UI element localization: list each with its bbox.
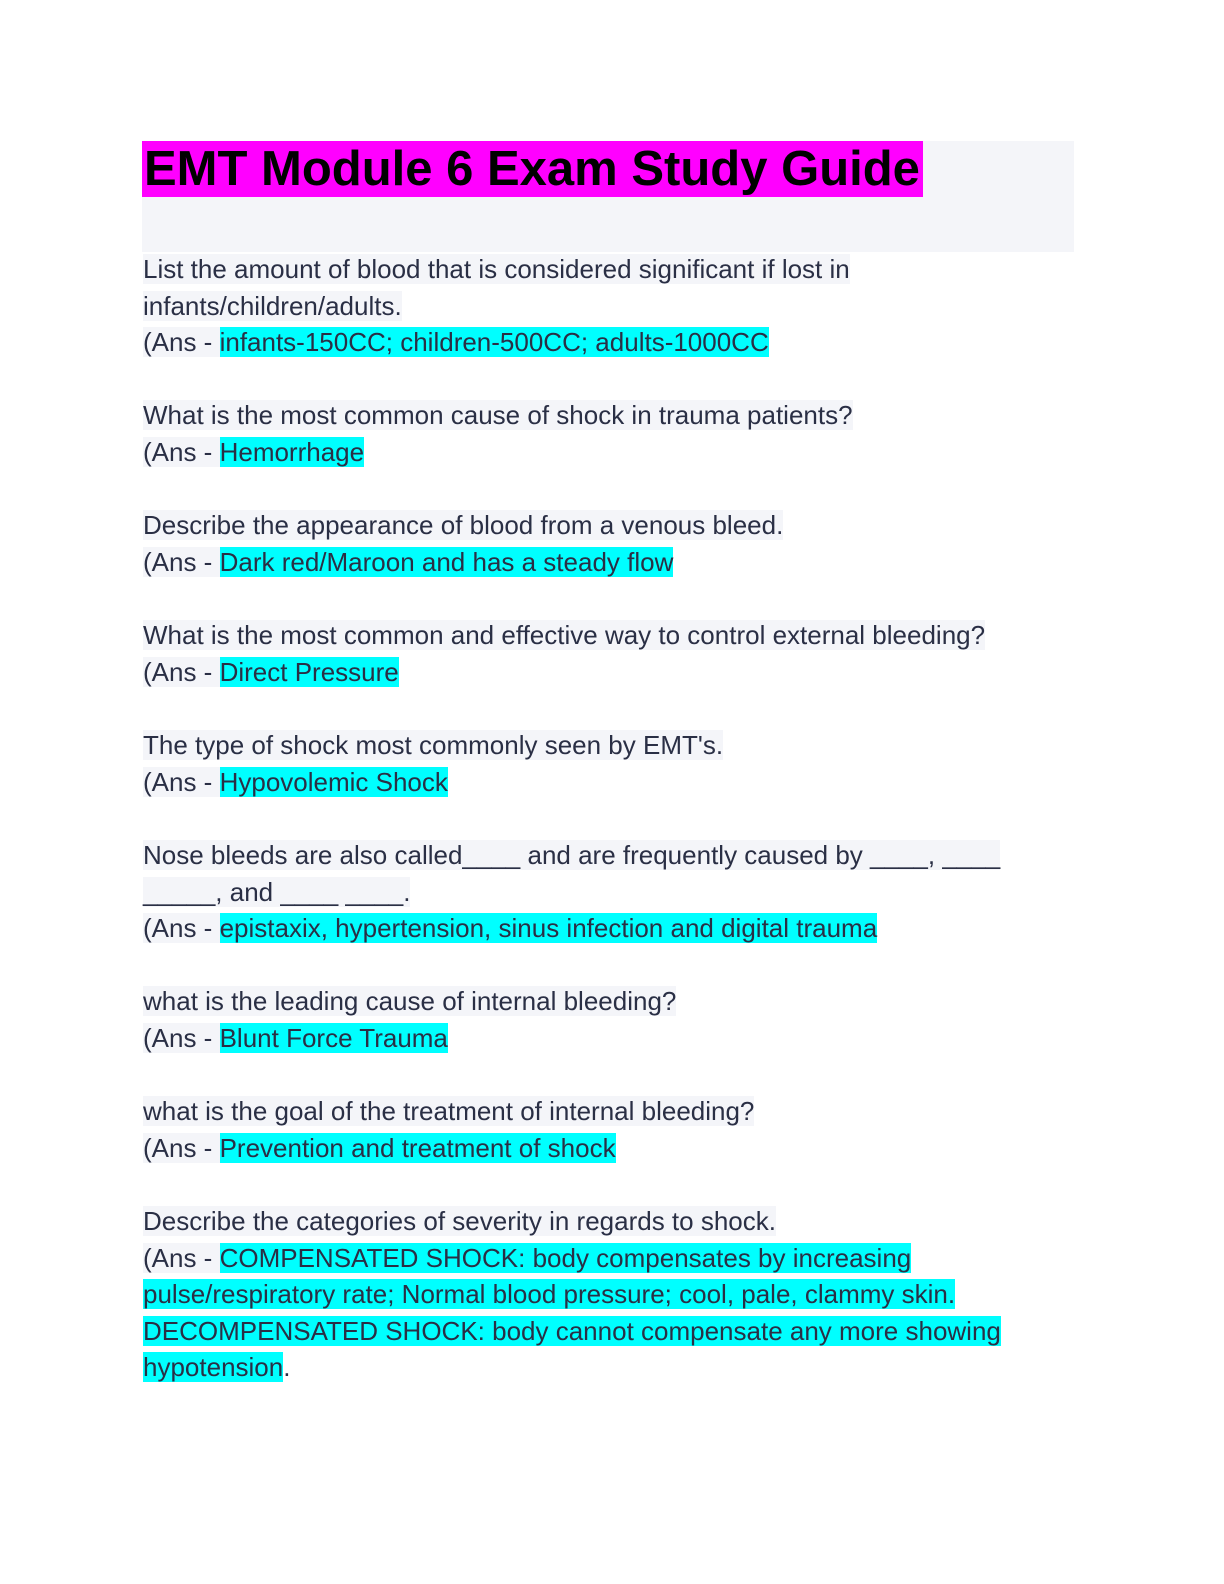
answer-text: Prevention and treatment of shock xyxy=(219,1132,616,1163)
answer-prefix: (Ans - xyxy=(143,546,220,577)
qa-item xyxy=(143,727,1083,800)
answer-text: Hemorrhage xyxy=(219,436,365,467)
answer-text: hypotension xyxy=(143,1352,284,1382)
qa-item xyxy=(143,837,1083,947)
answer-text: DECOMPENSATED SHOCK: body cannot compensate any more showing xyxy=(143,1315,1001,1346)
question-text: What is the most common cause of shock in trauma patients? xyxy=(143,400,853,430)
answer-prefix: (Ans - xyxy=(143,656,220,687)
answer-text: Blunt Force Trauma xyxy=(219,1022,448,1053)
answer-prefix: (Ans - xyxy=(143,327,220,357)
answer-prefix: (Ans - xyxy=(143,766,220,797)
question-text: What is the most common and effective way to control external bleeding? xyxy=(143,620,986,650)
question-text: what is the leading cause of internal bleeding? xyxy=(143,986,677,1016)
answer-prefix: (Ans - xyxy=(143,1022,220,1053)
answer-prefix: (Ans - xyxy=(143,1242,220,1273)
answer-text: pulse/respiratory rate; Normal blood pressure; cool, pale, clammy skin. xyxy=(143,1279,956,1309)
question-text: what is the goal of the treatment of internal bleeding? xyxy=(143,1096,755,1126)
answer-prefix: (Ans - xyxy=(143,913,220,943)
document-title: EMT Module 6 Exam Study Guide xyxy=(142,141,923,197)
question-text: List the amount of blood that is considered significant if lost in xyxy=(143,254,850,284)
answer-text: Direct Pressure xyxy=(219,656,399,687)
answer-prefix: (Ans - xyxy=(143,436,220,467)
qa-item xyxy=(143,1093,1083,1166)
answer-text: COMPENSATED SHOCK: body compensates by increasing xyxy=(219,1242,912,1273)
answer-text: Hypovolemic Shock xyxy=(219,766,448,797)
qa-item xyxy=(143,507,1083,580)
answer-text: infants-150CC; children-500CC; adults-1000CC xyxy=(219,327,769,357)
qa-item xyxy=(143,617,1083,690)
question-text: _____, and ____ ____. xyxy=(143,876,411,907)
question-text: Nose bleeds are also called____ and are frequently caused by ____, ____ xyxy=(143,840,1001,870)
question-text: Describe the appearance of blood from a venous bleed. xyxy=(143,510,784,540)
question-text: Describe the categories of severity in regards to shock. xyxy=(143,1206,776,1236)
answer-text: Dark red/Maroon and has a steady flow xyxy=(219,546,674,577)
question-text: The type of shock most commonly seen by EMT's. xyxy=(143,730,724,760)
qa-item xyxy=(143,397,1083,470)
question-text: infants/children/adults. xyxy=(143,290,402,321)
qa-item xyxy=(143,251,1083,361)
answer-text: epistaxix, hypertension, sinus infection and digital trauma xyxy=(219,913,878,943)
qa-item xyxy=(143,983,1083,1056)
answer-prefix: (Ans - xyxy=(143,1132,220,1163)
qa-item xyxy=(143,1203,1083,1386)
answer-trailing-period: . xyxy=(283,1352,291,1382)
title-block xyxy=(142,141,1074,252)
